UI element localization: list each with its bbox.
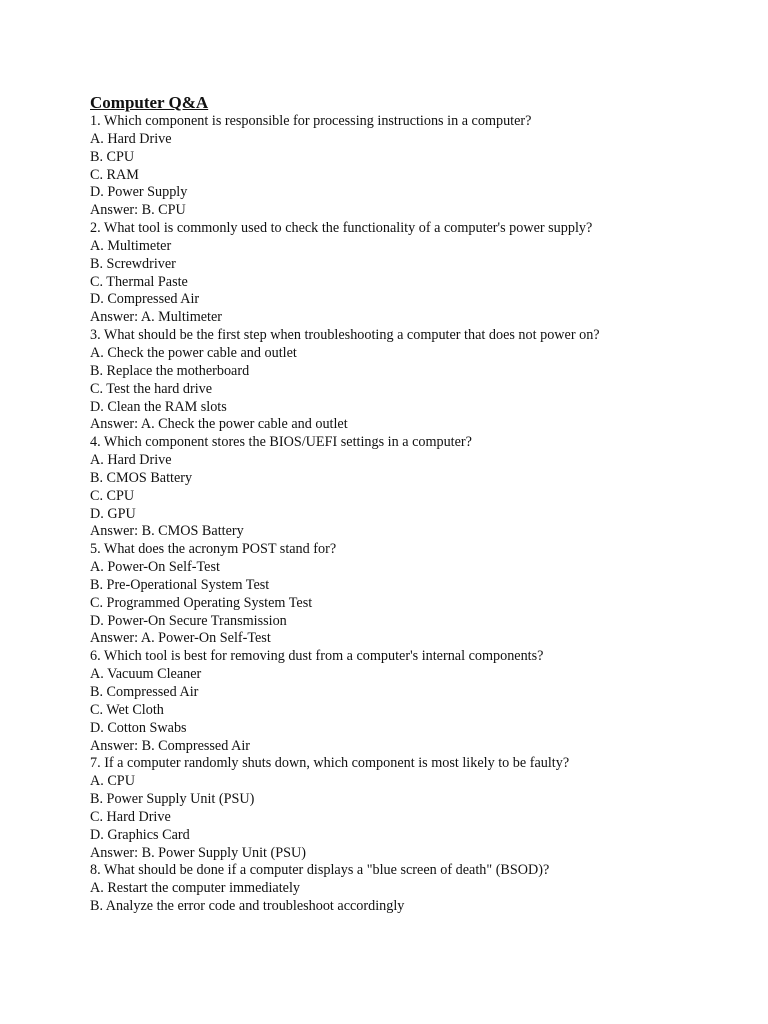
option-text: B. Compressed Air bbox=[90, 684, 199, 700]
option-text: C. Test the hard drive bbox=[90, 380, 213, 397]
question-text: 3. What should be the first step when troubleshooting a computer that does not power on? bbox=[90, 327, 600, 344]
option-text: B. CMOS Battery bbox=[90, 469, 193, 486]
option-text: A. Power-On Self-Test bbox=[90, 559, 220, 576]
question-list bbox=[90, 113, 730, 916]
option-text: A. Multimeter bbox=[90, 237, 172, 254]
option-text: C. Hard Drive bbox=[90, 808, 171, 825]
option-text: B. Pre-Operational System Test bbox=[90, 576, 270, 593]
option-text: D. Clean the RAM slots bbox=[90, 398, 227, 415]
document-title: Computer Q&A bbox=[90, 93, 209, 112]
answer-text: Answer: A. Power-On Self-Test bbox=[90, 630, 271, 647]
option-text: B. Screwdriver bbox=[90, 255, 176, 272]
option-text: D. Power Supply bbox=[90, 184, 188, 201]
question-text: 5. What does the acronym POST stand for? bbox=[90, 541, 337, 558]
option-text: B. Analyze the error code and troubleshoot accordingly bbox=[90, 898, 405, 915]
option-text: C. Thermal Paste bbox=[90, 273, 188, 290]
option-text: B. Power Supply Unit (PSU) bbox=[90, 791, 255, 808]
option-text: D. Compressed Air bbox=[90, 291, 200, 308]
document-body bbox=[90, 93, 730, 916]
question-text: 2. What tool is commonly used to check the functionality of a computer's power supply? bbox=[90, 220, 593, 237]
answer-text: Answer: A. Multimeter bbox=[90, 309, 223, 326]
option-text: D. Cotton Swabs bbox=[90, 719, 187, 736]
question-text: 4. Which component stores the BIOS/UEFI settings in a computer? bbox=[90, 434, 472, 451]
option-text: A. Hard Drive bbox=[90, 452, 172, 469]
option-text: C. Wet Cloth bbox=[90, 701, 164, 718]
option-text: C. RAM bbox=[90, 166, 139, 183]
option-text: C. Programmed Operating System Test bbox=[90, 594, 313, 611]
answer-text: Answer: B. CPU bbox=[90, 202, 186, 219]
answer-text: Answer: B. CMOS Battery bbox=[90, 523, 244, 540]
question-text: 7. If a computer randomly shuts down, which component is most likely to be faulty? bbox=[90, 755, 570, 772]
option-text: B. CPU bbox=[90, 148, 135, 165]
answer-text: Answer: A. Check the power cable and outlet bbox=[90, 416, 348, 433]
option-text: D. Graphics Card bbox=[90, 826, 190, 843]
option-text: A. Hard Drive bbox=[90, 130, 172, 147]
option-text: A. Restart the computer immediately bbox=[90, 880, 300, 897]
option-text: A. CPU bbox=[90, 773, 135, 790]
question-text: 8. What should be done if a computer displays a "blue screen of death" (BSOD)? bbox=[90, 862, 550, 879]
option-text: D. Power-On Secure Transmission bbox=[90, 612, 287, 629]
option-text: A. Vacuum Cleaner bbox=[90, 666, 202, 683]
question-text: 6. Which tool is best for removing dust from a computer's internal components? bbox=[90, 648, 544, 665]
option-text: C. CPU bbox=[90, 487, 135, 504]
question-text: 1. Which component is responsible for processing instructions in a computer? bbox=[90, 113, 532, 129]
option-text: B. Replace the motherboard bbox=[90, 362, 250, 379]
answer-text: Answer: B. Compressed Air bbox=[90, 737, 250, 754]
option-text: D. GPU bbox=[90, 505, 136, 522]
answer-text: Answer: B. Power Supply Unit (PSU) bbox=[90, 844, 306, 861]
option-text: A. Check the power cable and outlet bbox=[90, 344, 297, 361]
